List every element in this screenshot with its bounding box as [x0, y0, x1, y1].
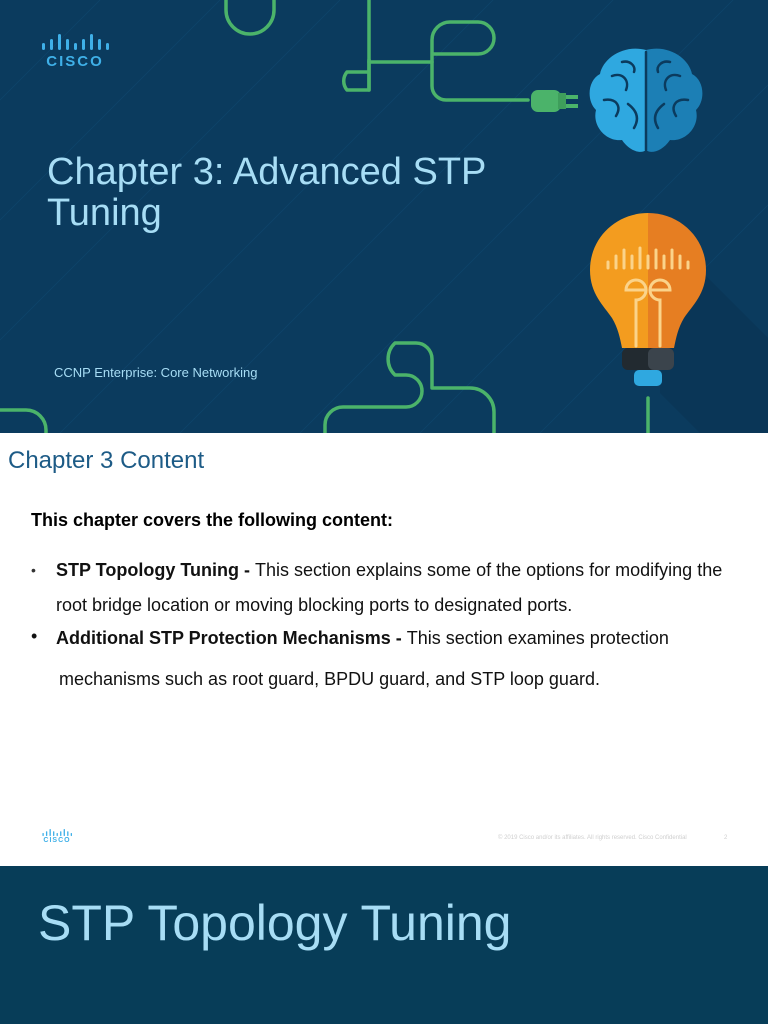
cisco-bars-icon — [42, 829, 72, 837]
cisco-logo — [40, 34, 110, 70]
bullet-text-continued: mechanisms such as root guard, BPDU guard, and STP loop guard. — [59, 669, 600, 689]
brain-icon — [590, 49, 703, 152]
title-slide — [0, 0, 768, 433]
lightbulb-icon — [590, 213, 768, 433]
section-title: STP Topology Tuning — [38, 895, 512, 951]
bullet-item — [31, 626, 731, 691]
slide-subtitle: CCNP Enterprise: Core Networking — [54, 365, 258, 380]
bullet-term: STP Topology Tuning - — [56, 560, 255, 580]
footer-copyright: © 2019 Cisco and/or its affiliates. All rights reserved. Cisco Confidential — [498, 835, 687, 841]
bullet-term: Additional STP Protection Mechanisms - — [56, 628, 407, 648]
bullet-text: This section explains some of the options for modifying the root bridge location or moving blocking ports to designated ports. — [56, 560, 723, 615]
cisco-wordmark: CISCO — [43, 837, 71, 844]
cisco-logo-small — [42, 829, 72, 844]
content-slide — [0, 433, 768, 866]
bullet-text: This section examines protection — [406, 628, 669, 648]
plug-icon — [531, 90, 578, 112]
content-heading: Chapter 3 Content — [8, 447, 205, 474]
section-slide — [0, 866, 768, 1024]
slide-title: Chapter 3: Advanced STP Tuning — [47, 151, 486, 234]
bullet-dot: • — [31, 562, 36, 578]
cisco-bars-icon — [41, 34, 109, 52]
page-number: 2 — [724, 835, 728, 841]
intro-line: This chapter covers the following content: — [31, 510, 394, 530]
cisco-wordmark: CISCO — [46, 53, 104, 70]
bullet-dot: • — [31, 626, 38, 646]
bullet-item — [31, 553, 741, 623]
